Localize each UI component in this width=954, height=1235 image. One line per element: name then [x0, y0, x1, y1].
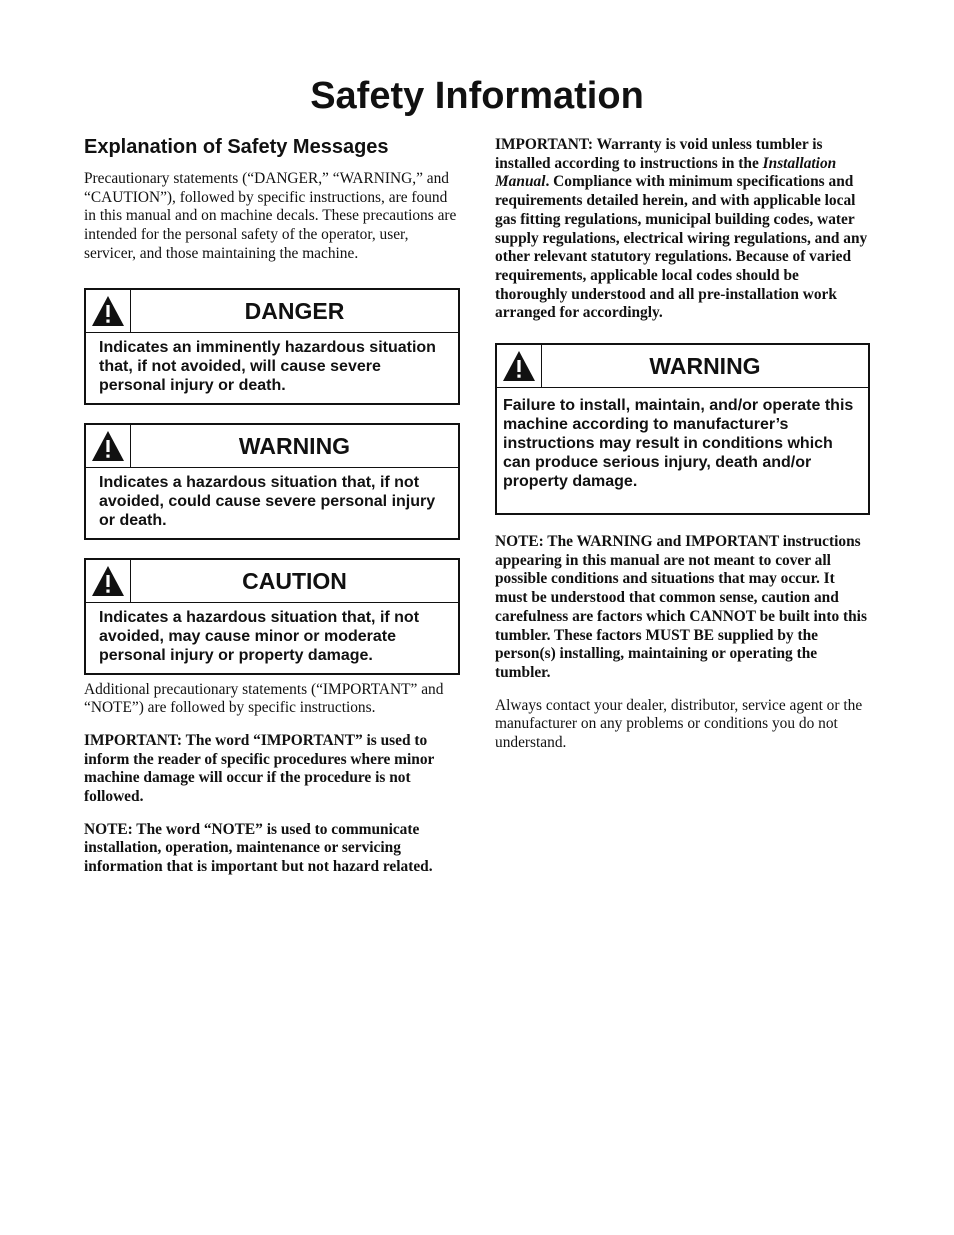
- right-warning-header: [497, 345, 868, 388]
- warranty-text-start: IMPORTANT: Warranty is void unless tumbler is installed according to instructions in the: [495, 136, 823, 172]
- intro-paragraph: Precautionary statements (“DANGER,” “WARNING,” and “CAUTION”), followed by specific instructions, are found in this manual and on machine decals. These precautions are intended for the personal safety of the operator, user, servicer, and those maintaining the machine.: [84, 170, 457, 262]
- right-column: [495, 136, 870, 767]
- danger-text: Indicates an imminently hazardous situation that, if not avoided, will cause severe personal injury or death.: [99, 338, 436, 394]
- danger-box: [84, 288, 460, 405]
- right-warning-text: Failure to install, maintain, and/or operate this machine according to manufacturer’s instructions may result in conditions which can produce serious injury, death and/or property damage.: [503, 397, 854, 491]
- warranty-paragraph: [495, 136, 870, 323]
- warning-header: [86, 425, 458, 468]
- warranty-text-end: . Compliance with minimum specifications and requirements detailed herein, and with applicable local gas fitting regulations, municipal building codes, water supply regulations, electrical wiring regulations, and any other relevant statutory regulations. Because of varied requirements, applicable local codes should be thoroughly understood and all pre-installation work arranged for accordingly.: [495, 173, 868, 322]
- additional-paragraph: Additional precautionary statements (“IMPORTANT” and “NOTE”) are followed by specific instructions.: [84, 680, 444, 717]
- warning-triangle-icon: [497, 345, 542, 387]
- caution-text: Indicates a hazardous situation that, if not avoided, may cause minor or moderate personal injury or property damage.: [99, 608, 420, 664]
- important-paragraph: IMPORTANT: The word “IMPORTANT” is used to inform the reader of specific procedures where minor machine damage will occur if the procedure is not followed.: [84, 731, 435, 806]
- right-warning-signal-word: WARNING: [649, 353, 761, 380]
- left-column: [84, 134, 460, 891]
- warning-text: Indicates a hazardous situation that, if not avoided, could cause severe personal injury or death.: [99, 473, 436, 529]
- caution-header: [86, 560, 458, 603]
- installation-manual-title: Installation Manual: [495, 154, 837, 191]
- contact-paragraph: Always contact your dealer, distributor, service agent or the manufacturer on any problems or conditions you do not understand.: [495, 696, 863, 752]
- warning-triangle-icon: [86, 425, 131, 467]
- warning-triangle-icon: [86, 560, 131, 602]
- warning-triangle-icon: [86, 290, 131, 332]
- danger-signal-word: DANGER: [244, 297, 345, 324]
- caution-box: [84, 558, 460, 675]
- danger-header: [86, 290, 458, 333]
- right-warning-box: [495, 343, 870, 515]
- section-heading: Explanation of Safety Messages: [84, 136, 389, 158]
- warning-signal-word: WARNING: [238, 432, 351, 459]
- caution-signal-word: CAUTION: [242, 567, 347, 594]
- warning-box: [84, 423, 460, 540]
- page-title: Safety Information: [310, 75, 644, 117]
- note-paragraph: NOTE: The word “NOTE” is used to communicate installation, operation, maintenance or servicing information that is important but not hazard related.: [84, 820, 433, 876]
- right-note-paragraph: NOTE: The WARNING and IMPORTANT instructions appearing in this manual are not meant to cover all possible conditions and situations that may occur. It must be understood that common sense, caution and carefulness are factors which CANNOT be built into this tumbler. These factors MUST BE supplied by the person(s) installing, maintaining or operating the tumbler.: [495, 533, 867, 681]
